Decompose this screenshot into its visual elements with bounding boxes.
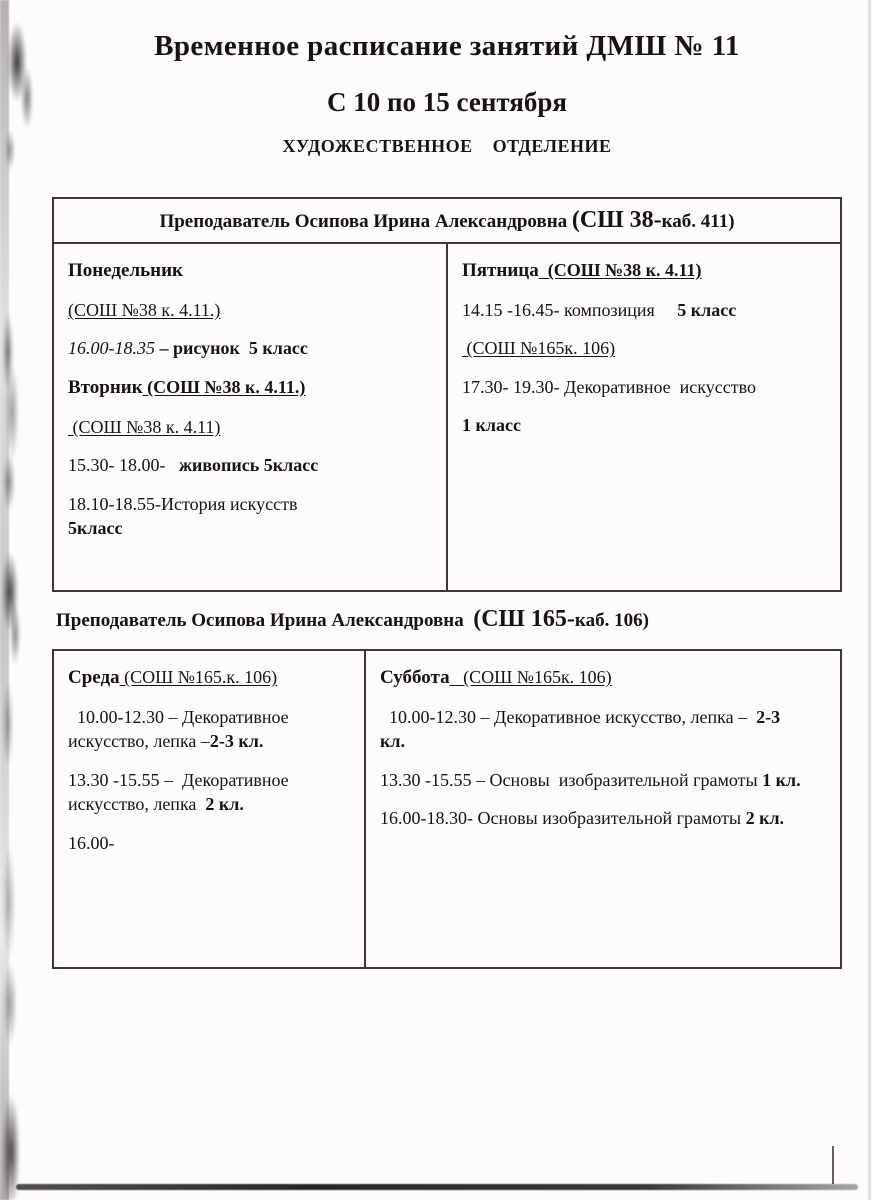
location-label: (СОШ №38 к. 4.11.) xyxy=(142,376,306,397)
day-cell-wednesday xyxy=(53,650,365,968)
scan-artifact-bottom-tick xyxy=(832,1146,834,1184)
schedule-row-2 xyxy=(53,650,841,968)
teacher-header-row-1 xyxy=(53,198,841,243)
location-label: (СОШ №165.к. 106) xyxy=(119,667,278,687)
class-label: 2 кл. xyxy=(745,808,785,829)
schedule-row-1 xyxy=(53,243,841,591)
location-line xyxy=(68,298,430,322)
location-line xyxy=(462,336,824,360)
day-label-saturday: Суббота xyxy=(380,667,450,688)
lesson-line xyxy=(68,768,348,817)
room-label: каб. 411) xyxy=(661,211,735,232)
document-content xyxy=(52,0,842,969)
lesson-line xyxy=(380,705,806,754)
teacher-name: Преподаватель Осипова Ирина Александровна xyxy=(56,610,474,631)
lesson-line xyxy=(68,453,430,477)
lesson-line xyxy=(68,831,348,855)
department-heading: ХУДОЖЕСТВЕННОЕ ОТДЕЛЕНИЕ xyxy=(282,136,612,156)
day-label-friday: Пятница xyxy=(462,260,539,281)
day-cell-saturday xyxy=(365,650,841,968)
day-cell-monday-tuesday xyxy=(53,243,447,591)
lesson-subject: 14.15 -16.45- композиция xyxy=(462,299,678,320)
lesson-line xyxy=(462,298,824,322)
lesson-subject: 16.00-18.30- Основы изобразительной грамоты xyxy=(380,808,746,829)
day-label-line xyxy=(68,258,430,284)
class-label: 5класс xyxy=(68,518,123,538)
lesson-line xyxy=(380,806,806,830)
lesson-line xyxy=(68,336,430,360)
scan-artifact-left-strip xyxy=(0,0,9,1200)
lesson-subject: 10.00-12.30 – Декоративное искусство, лепка – xyxy=(68,706,294,752)
location-label: (СОШ №165к. 106) xyxy=(462,338,616,359)
lesson-line xyxy=(68,705,348,754)
lesson-subject: живопись 5класс xyxy=(179,455,319,476)
lesson-subject: 13.30 -15.55 – Основы изобразительной грамоты xyxy=(380,769,763,790)
class-label: 2 кл. xyxy=(205,794,244,815)
lesson-time: 15.30- 18.00- xyxy=(68,455,179,476)
scan-artifact-right-edge xyxy=(868,0,871,1200)
location-label: (СОШ №38 к. 4.11) xyxy=(68,416,221,437)
teacher-header-2 xyxy=(56,606,842,633)
lesson-time: 16.00- xyxy=(68,832,115,853)
location-label: (СОШ №38 к. 4.11) xyxy=(538,260,702,280)
day-cell-friday xyxy=(447,243,841,591)
lesson-line xyxy=(462,375,824,399)
class-label: 5 класс xyxy=(677,299,737,320)
teacher-header-1 xyxy=(53,198,841,243)
scan-artifact-left-smudges xyxy=(0,0,46,1200)
location-label: (СОШ №38 к. 4.11.) xyxy=(68,299,221,320)
class-label: 2-3 кл. xyxy=(209,731,264,752)
day-label-line xyxy=(68,375,430,401)
lesson-line xyxy=(462,413,824,437)
day-label-wednesday: Среда xyxy=(68,667,120,688)
school-label: (СШ 38- xyxy=(571,207,662,233)
lesson-subject: 18.10-18.55-История искусств xyxy=(68,493,298,514)
schedule-table-1 xyxy=(52,197,842,592)
location-line xyxy=(68,415,430,439)
location-label: (СОШ №165к. 106) xyxy=(449,667,612,687)
day-label-line xyxy=(380,665,806,691)
scan-artifact-bottom-line xyxy=(16,1184,858,1190)
schedule-table-2 xyxy=(52,649,842,969)
lesson-subject: 10.00-12.30 – Декоративное искусство, лепка – xyxy=(380,706,757,727)
day-label-monday: Понедельник xyxy=(68,260,184,281)
teacher-name: Преподаватель Осипова Ирина Александровна xyxy=(159,211,572,232)
day-label-line xyxy=(68,665,348,691)
lesson-line xyxy=(380,768,806,792)
school-label: (СШ 165- xyxy=(473,606,575,632)
lesson-subject: 17.30- 19.30- Декоративное искусство xyxy=(462,376,757,397)
room-label: каб. 106) xyxy=(574,610,649,631)
class-label: 1 кл. xyxy=(762,769,801,790)
lesson-subject: 13.30 -15.55 – Декоративное искусство, лепка xyxy=(68,769,294,815)
document-title: Временное расписание занятий ДМШ № 11 xyxy=(154,30,740,62)
lesson-line xyxy=(68,492,430,541)
class-label: 2-3 кл. xyxy=(380,706,785,752)
class-label: 1 класс xyxy=(462,415,521,436)
lesson-subject: – рисунок 5 класс xyxy=(155,338,308,359)
day-label-line xyxy=(462,258,824,284)
date-range-subtitle: С 10 по 15 сентября xyxy=(326,87,568,117)
day-label-tuesday: Вторник xyxy=(68,376,143,398)
lesson-time: 16.00-18.35 xyxy=(68,338,155,359)
